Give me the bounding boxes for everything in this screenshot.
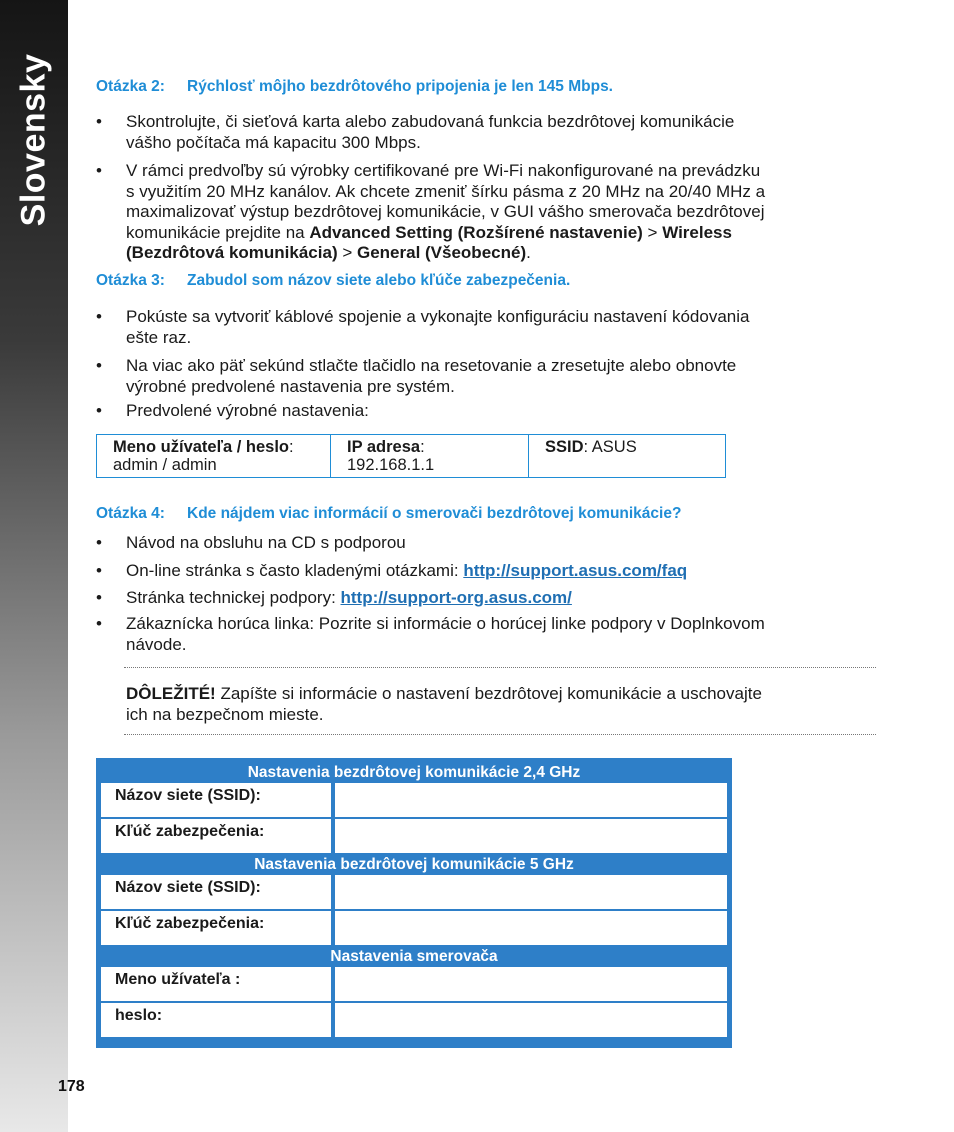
note-text: ich na bezpečnom mieste. <box>126 704 324 724</box>
default-user-label: Meno užívateľa / heslo <box>113 438 289 456</box>
default-ip-label: IP adresa <box>347 438 421 456</box>
default-ssid-cell <box>529 435 725 477</box>
section-header-router: Nastavenia smerovača <box>330 948 498 965</box>
bullet-icon: • <box>96 533 102 552</box>
list-item <box>96 588 878 609</box>
item-line: Pokúste sa vytvoriť káblové spojenie a vykonajte konfiguráciu nastavení kódovania <box>126 307 750 326</box>
sidebar-title-text: Slovensky <box>14 53 53 227</box>
bullet-icon: • <box>96 561 102 580</box>
table-row <box>100 782 728 818</box>
colon: : <box>288 438 294 456</box>
item-line: ešte raz. <box>126 327 192 347</box>
question-number: Otázka 4: <box>96 505 165 522</box>
table-row <box>100 910 728 946</box>
page-number: 178 <box>58 1078 85 1095</box>
default-user-value: admin / admin <box>113 456 217 474</box>
path-separator: > <box>337 243 357 262</box>
bullet-icon: • <box>96 307 102 326</box>
question-text: Kde nájdem viac informácií o smerovači bezdrôtovej komunikácie? <box>187 505 682 522</box>
item-line: maximalizovať výstup bezdrôtovej komunikácie, v GUI vášho smerovača bezdrôtovej <box>126 202 765 221</box>
colon: : <box>583 438 589 456</box>
table-row <box>100 818 728 854</box>
support-link[interactable]: http://support-org.asus.com/ <box>340 588 572 607</box>
divider <box>124 734 876 735</box>
item-line: výrobné predvolené nastavenia pre systém. <box>126 376 455 396</box>
bullet-icon: • <box>96 614 102 633</box>
item-line: s využitím 20 MHz kanálov. Ak chcete zmeniť šírku pásma z 20 MHz na 20/40 MHz a <box>126 181 766 201</box>
menu-path-wireless-sk: (Bezdrôtová komunikácia) <box>126 243 338 262</box>
ssid-label-5ghz: Názov siete (SSID): <box>100 874 332 910</box>
sidebar-title <box>6 20 62 260</box>
default-ssid-label: SSID <box>545 438 584 456</box>
username-field[interactable] <box>334 966 728 1002</box>
item-line: V rámci predvoľby sú výrobky certifikované pre Wi-Fi nakonfigurované na prevádzku <box>126 161 761 180</box>
question-text: Zabudol som názov siete alebo kľúče zabezpečenia. <box>187 272 571 289</box>
faq-link[interactable]: http://support.asus.com/faq <box>463 561 688 580</box>
default-ssid-value: ASUS <box>591 438 637 456</box>
key-field-24ghz[interactable] <box>334 818 728 854</box>
username-label: Meno užívateľa : <box>100 966 332 1002</box>
ssid-field-24ghz[interactable] <box>334 782 728 818</box>
bullet-icon: • <box>96 112 102 131</box>
default-ip-cell <box>331 435 529 477</box>
default-user-cell <box>97 435 331 477</box>
default-settings-table <box>96 434 726 478</box>
section-header-24ghz: Nastavenia bezdrôtovej komunikácie 2,4 GHz <box>247 764 581 781</box>
list-item <box>96 356 878 397</box>
item-line: Predvolené výrobné nastavenia: <box>126 401 369 420</box>
password-label: heslo: <box>100 1002 332 1038</box>
default-ip-value: 192.168.1.1 <box>347 456 435 474</box>
item-line: návode. <box>126 634 187 654</box>
table-row <box>100 966 728 1002</box>
menu-path-advanced: Advanced Setting (Rozšírené nastavenie) <box>309 222 643 242</box>
list-item <box>96 614 878 655</box>
list-item <box>96 533 878 554</box>
note-label: DÔLEŽITÉ! <box>126 684 216 703</box>
bullet-icon: • <box>96 588 102 607</box>
key-label-24ghz: Kľúč zabezpečenia: <box>100 818 332 854</box>
key-field-5ghz[interactable] <box>334 910 728 946</box>
punctuation: . <box>526 243 531 262</box>
list-item <box>96 161 878 264</box>
item-line: Na viac ako päť sekúnd stlačte tlačidlo na resetovanie a zresetujte alebo obnovte <box>126 356 737 375</box>
item-line: Stránka technickej podpory: <box>126 588 341 607</box>
question-4-heading <box>96 505 681 523</box>
list-item <box>96 307 878 348</box>
list-item <box>96 112 878 153</box>
question-2-heading <box>96 78 613 96</box>
list-item <box>96 401 878 422</box>
settings-record-table <box>96 758 732 1048</box>
table-row <box>100 1002 728 1038</box>
table-row <box>100 874 728 910</box>
bullet-icon: • <box>96 356 102 375</box>
password-field[interactable] <box>334 1002 728 1038</box>
question-3-heading <box>96 272 570 290</box>
divider <box>124 667 876 668</box>
item-line: On-line stránka s často kladenými otázkami: <box>126 561 464 580</box>
list-item <box>96 561 878 582</box>
key-label-5ghz: Kľúč zabezpečenia: <box>100 910 332 946</box>
path-separator: > <box>642 222 663 242</box>
section-header-5ghz: Nastavenia bezdrôtovej komunikácie 5 GHz <box>254 856 574 873</box>
item-line: vášho počítača má kapacitu 300 Mbps. <box>126 132 421 152</box>
bullet-icon: • <box>96 161 102 180</box>
item-line: Návod na obsluhu na CD s podporou <box>126 533 406 552</box>
important-note <box>126 684 876 725</box>
item-line: Zákaznícka horúca linka: Pozrite si informácie o horúcej linke podpory v Doplnkovom <box>126 614 765 633</box>
question-number: Otázka 3: <box>96 272 165 289</box>
item-line: Skontrolujte, či sieťová karta alebo zabudovaná funkcia bezdrôtovej komunikácie <box>126 112 735 131</box>
menu-path-wireless: Wireless <box>662 222 732 242</box>
question-text: Rýchlosť môjho bezdrôtového pripojenia je len 145 Mbps. <box>187 78 613 95</box>
colon: : <box>420 438 425 456</box>
bullet-icon: • <box>96 401 102 420</box>
language-sidebar <box>0 0 85 1132</box>
ssid-label-24ghz: Názov siete (SSID): <box>100 782 332 818</box>
menu-path-general: General (Všeobecné) <box>356 243 527 262</box>
note-text: Zapíšte si informácie o nastavení bezdrôtovej komunikácie a uschovajte <box>215 684 762 703</box>
item-line: komunikácie prejdite na <box>126 222 310 242</box>
question-number: Otázka 2: <box>96 78 165 95</box>
ssid-field-5ghz[interactable] <box>334 874 728 910</box>
